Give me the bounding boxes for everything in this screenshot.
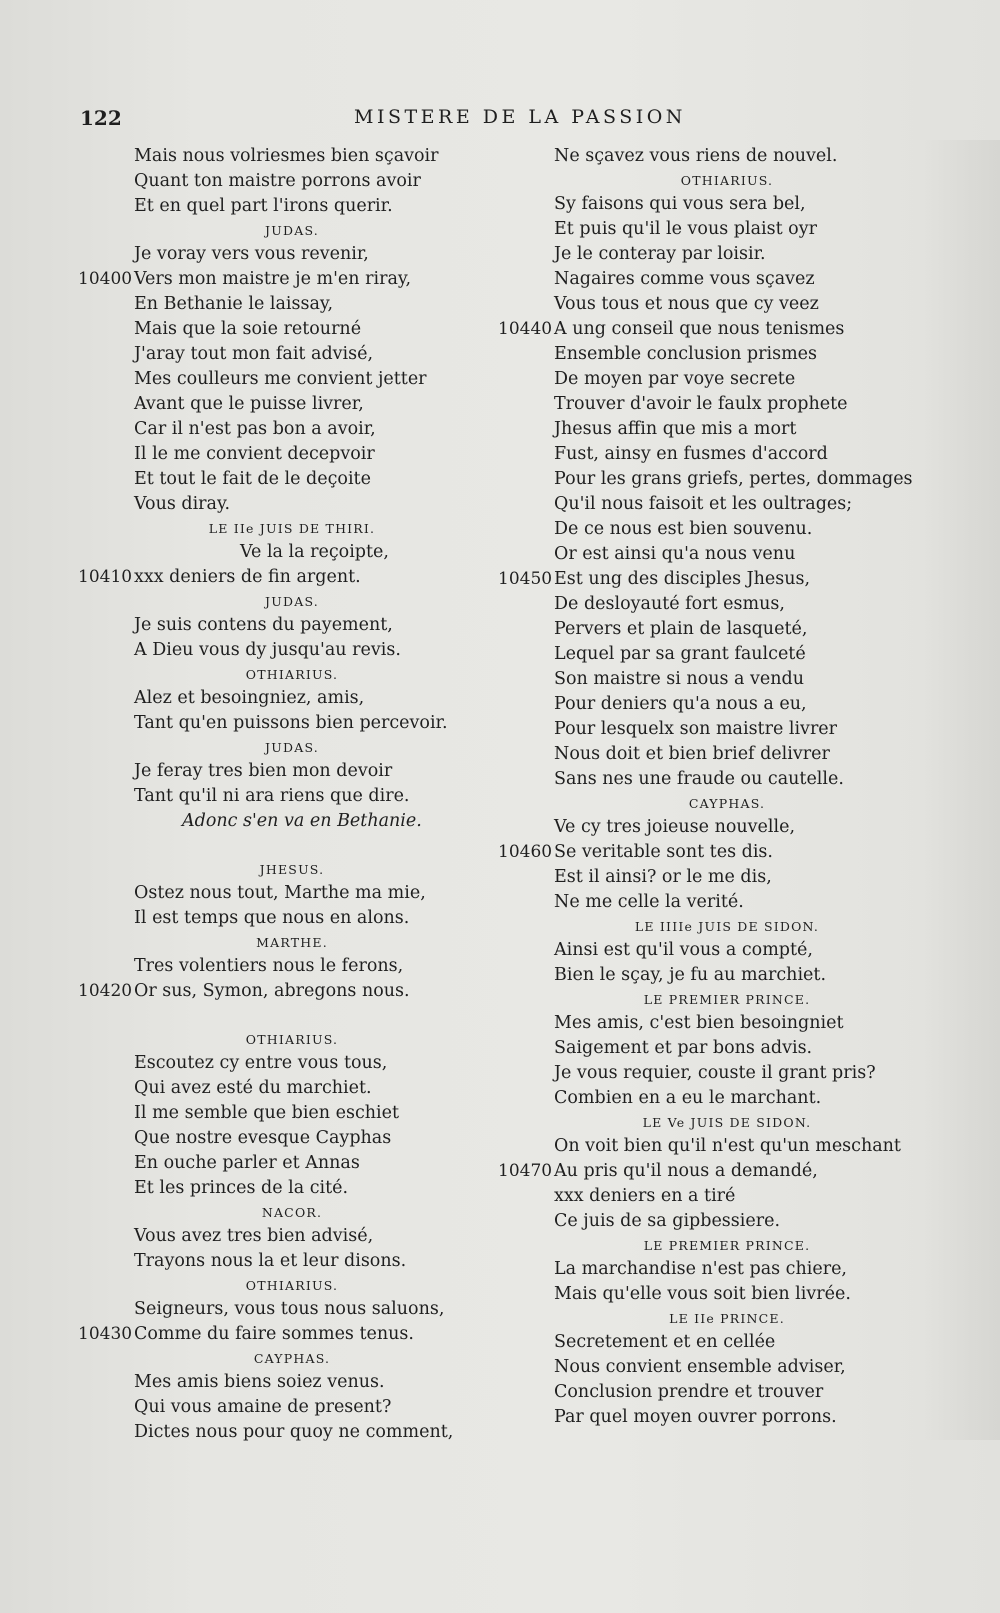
verse-text: Seigneurs, vous tous nous saluons, bbox=[134, 1299, 445, 1319]
verse-text: Jhesus affin que mis a mort bbox=[554, 419, 797, 439]
verse-text: Bien le sçay, je fu au marchiet. bbox=[554, 965, 827, 985]
verse-text: Quant ton maistre porrons avoir bbox=[134, 171, 421, 191]
verse-line bbox=[492, 542, 922, 567]
verse-text: Combien en a eu le marchant. bbox=[554, 1088, 822, 1108]
verse-line-number: 10440 bbox=[498, 319, 553, 339]
verse-text: Tant qu'il ni ara riens que dire. bbox=[134, 786, 410, 806]
verse-line bbox=[492, 692, 922, 717]
verse-text: Ne sçavez vous riens de nouvel. bbox=[554, 146, 838, 166]
verse-text: Fust, ainsy en fusmes d'accord bbox=[554, 444, 828, 464]
verse-line bbox=[492, 1405, 922, 1430]
verse-text: Dictes nous pour quoy ne comment, bbox=[134, 1422, 454, 1442]
verse-text: De ce nous est bien souvenu. bbox=[554, 519, 813, 539]
verse-line bbox=[492, 442, 922, 467]
page-bleed-through bbox=[920, 140, 1000, 1440]
running-head bbox=[0, 106, 1000, 132]
verse-line bbox=[72, 367, 472, 392]
verse-line bbox=[492, 144, 922, 169]
speaker-heading: LE PREMIER PRINCE. bbox=[643, 992, 811, 1007]
speaker-heading: NACOR. bbox=[261, 1205, 323, 1220]
verse-text: En Bethanie le laissay, bbox=[134, 294, 334, 314]
verse-text: Et puis qu'il le vous plaist oyr bbox=[554, 219, 817, 239]
page-number: 122 bbox=[80, 106, 122, 130]
verse-line bbox=[72, 565, 472, 590]
verse-text: Il me semble que bien eschiet bbox=[134, 1103, 400, 1123]
verse-line bbox=[72, 954, 472, 979]
stage-direction: Adonc s'en va en Bethanie. bbox=[182, 811, 422, 831]
verse-line bbox=[492, 1257, 922, 1282]
verse-text: Mais qu'elle vous soit bien livrée. bbox=[554, 1284, 851, 1304]
verse-line bbox=[72, 242, 472, 267]
verse-text: J'aray tout mon fait advisé, bbox=[134, 344, 374, 364]
verse-text: Vous avez tres bien advisé, bbox=[134, 1226, 374, 1246]
speaker-heading: JUDAS. bbox=[265, 223, 319, 238]
verse-text: De moyen par voye secrete bbox=[554, 369, 796, 389]
verse-text: Je suis contens du payement, bbox=[134, 615, 393, 635]
verse-text: Qui avez esté du marchiet. bbox=[134, 1078, 372, 1098]
verse-text: Que nostre evesque Cayphas bbox=[134, 1128, 392, 1148]
verse-line bbox=[492, 517, 922, 542]
verse-text: Ostez nous tout, Marthe ma mie, bbox=[134, 883, 426, 903]
speaker-heading: OTHIARIUS. bbox=[680, 173, 774, 188]
verse-text: Comme du faire sommes tenus. bbox=[134, 1324, 414, 1344]
verse-text: Pour lesquelx son maistre livrer bbox=[554, 719, 838, 739]
stanza-gap bbox=[72, 1004, 472, 1028]
verse-line bbox=[72, 1249, 472, 1274]
verse-line bbox=[72, 442, 472, 467]
verse-line bbox=[72, 1395, 472, 1420]
verse-text: Pour les grans griefs, pertes, dommages bbox=[554, 469, 913, 489]
verse-line bbox=[492, 367, 922, 392]
verse-line-number: 10410 bbox=[78, 567, 133, 587]
verse-line bbox=[72, 759, 472, 784]
verse-line bbox=[72, 1420, 472, 1445]
verse-text: Son maistre si nous a vendu bbox=[554, 669, 805, 689]
verse-text: Car il n'est pas bon a avoir, bbox=[134, 419, 376, 439]
verse-text: Ensemble conclusion prismes bbox=[554, 344, 817, 364]
verse-text: Sans nes une fraude ou cautelle. bbox=[554, 769, 844, 789]
verse-text: Nous doit et bien brief delivrer bbox=[554, 744, 830, 764]
verse-line bbox=[72, 1297, 472, 1322]
verse-text: Pervers et plain de lasqueté, bbox=[554, 619, 808, 639]
verse-text: Mes amis, c'est bien besoingniet bbox=[554, 1013, 844, 1033]
speaker-heading: CAYPHAS. bbox=[688, 796, 766, 811]
verse-text: Trayons nous la et leur disons. bbox=[134, 1251, 407, 1271]
speaker-heading: LE IIe PRINCE. bbox=[669, 1311, 785, 1326]
verse-line bbox=[492, 342, 922, 367]
verse-text: Vous tous et nous que cy veez bbox=[554, 294, 819, 314]
verse-line bbox=[492, 1330, 922, 1355]
verse-line bbox=[72, 1151, 472, 1176]
verse-text: Pour deniers qu'a nous a eu, bbox=[554, 694, 807, 714]
verse-text: Secretement et en cellée bbox=[554, 1332, 776, 1352]
verse-text: Ve la la reçoipte, bbox=[240, 542, 389, 562]
speaker-heading: JHESUS. bbox=[259, 862, 325, 877]
verse-line bbox=[492, 417, 922, 442]
verse-line bbox=[492, 192, 922, 217]
verse-text: Alez et besoingniez, amis, bbox=[134, 688, 365, 708]
verse-line bbox=[492, 1036, 922, 1061]
verse-line bbox=[72, 267, 472, 292]
verse-text: Escoutez cy entre vous tous, bbox=[134, 1053, 388, 1073]
verse-line bbox=[72, 613, 472, 638]
verse-text: On voit bien qu'il n'est qu'un meschant bbox=[554, 1136, 901, 1156]
verse-text: Avant que le puisse livrer, bbox=[134, 394, 364, 414]
verse-text: A Dieu vous dy jusqu'au revis. bbox=[134, 640, 401, 660]
verse-line bbox=[492, 567, 922, 592]
verse-line bbox=[72, 169, 472, 194]
verse-line bbox=[72, 1370, 472, 1395]
verse-text: La marchandise n'est pas chiere, bbox=[554, 1259, 847, 1279]
verse-line bbox=[492, 1061, 922, 1086]
verse-line bbox=[72, 1101, 472, 1126]
verse-text: Par quel moyen ouvrer porrons. bbox=[554, 1407, 837, 1427]
verse-line bbox=[72, 638, 472, 663]
verse-line-number: 10470 bbox=[498, 1161, 553, 1181]
verse-text: Au pris qu'il nous a demandé, bbox=[554, 1161, 818, 1181]
speaker-heading: OTHIARIUS. bbox=[245, 667, 339, 682]
verse-line bbox=[492, 242, 922, 267]
verse-text: Conclusion prendre et trouver bbox=[554, 1382, 824, 1402]
verse-line bbox=[72, 1176, 472, 1201]
verse-line bbox=[72, 144, 472, 169]
verse-line bbox=[492, 492, 922, 517]
verse-text: Qu'il nous faisoit et les oultrages; bbox=[554, 494, 853, 514]
verse-text: Ve cy tres joieuse nouvelle, bbox=[554, 817, 796, 837]
verse-line bbox=[492, 1086, 922, 1111]
verse-line-number: 10420 bbox=[78, 981, 133, 1001]
verse-text: Nagaires comme vous sçavez bbox=[554, 269, 815, 289]
verse-text: Tant qu'en puissons bien percevoir. bbox=[134, 713, 448, 733]
verse-line-number: 10460 bbox=[498, 842, 553, 862]
verse-text: Se veritable sont tes dis. bbox=[554, 842, 773, 862]
verse-line bbox=[72, 1224, 472, 1249]
verse-line bbox=[492, 392, 922, 417]
speaker-heading: MARTHE. bbox=[256, 935, 328, 950]
verse-text: Je voray vers vous revenir, bbox=[134, 244, 369, 264]
verse-line bbox=[492, 963, 922, 988]
verse-line-number: 10430 bbox=[78, 1324, 133, 1344]
verse-line bbox=[492, 292, 922, 317]
verse-line bbox=[492, 767, 922, 792]
verse-line bbox=[492, 865, 922, 890]
verse-line bbox=[492, 890, 922, 915]
speaker-heading: JUDAS. bbox=[265, 740, 319, 755]
right-verse-column bbox=[492, 144, 922, 1430]
verse-text: Et les princes de la cité. bbox=[134, 1178, 349, 1198]
verse-text: Tres volentiers nous le ferons, bbox=[134, 956, 404, 976]
verse-text: Mais que la soie retourné bbox=[134, 319, 362, 339]
verse-line bbox=[72, 392, 472, 417]
verse-text: Ainsi est qu'il vous a compté, bbox=[554, 940, 813, 960]
verse-line bbox=[72, 1322, 472, 1347]
verse-text: Je feray tres bien mon devoir bbox=[134, 761, 393, 781]
verse-line bbox=[72, 1076, 472, 1101]
verse-line-number: 10450 bbox=[498, 569, 553, 589]
verse-line bbox=[72, 1126, 472, 1151]
verse-line bbox=[492, 742, 922, 767]
speaker-heading: CAYPHAS. bbox=[253, 1351, 331, 1366]
verse-line bbox=[492, 317, 922, 342]
verse-text: Mes amis biens soiez venus. bbox=[134, 1372, 385, 1392]
verse-line bbox=[492, 667, 922, 692]
verse-line-number: 10400 bbox=[78, 269, 133, 289]
verse-text: xxx deniers de fin argent. bbox=[134, 567, 361, 587]
verse-text: xxx deniers en a tiré bbox=[554, 1186, 736, 1206]
speaker-heading: OTHIARIUS. bbox=[245, 1032, 339, 1047]
verse-line bbox=[492, 938, 922, 963]
stanza-gap bbox=[72, 834, 472, 858]
verse-text: Je le conteray par loisir. bbox=[554, 244, 766, 264]
verse-text: Mes coulleurs me convient jetter bbox=[134, 369, 427, 389]
verse-line bbox=[72, 342, 472, 367]
verse-line bbox=[492, 1184, 922, 1209]
verse-line bbox=[72, 979, 472, 1004]
speaker-heading: LE IIIIe JUIS DE SIDON. bbox=[634, 919, 820, 934]
verse-line bbox=[72, 492, 472, 517]
speaker-heading: JUDAS. bbox=[265, 594, 319, 609]
verse-text: Vers mon maistre je m'en riray, bbox=[134, 269, 412, 289]
verse-line bbox=[72, 686, 472, 711]
speaker-heading: OTHIARIUS. bbox=[245, 1278, 339, 1293]
verse-text: Il le me convient decepvoir bbox=[134, 444, 375, 464]
verse-line bbox=[492, 617, 922, 642]
verse-text: Mais nous volriesmes bien sçavoir bbox=[134, 146, 439, 166]
verse-line bbox=[492, 592, 922, 617]
verse-line bbox=[492, 1380, 922, 1405]
verse-text: Nous convient ensemble adviser, bbox=[554, 1357, 846, 1377]
verse-line bbox=[492, 1159, 922, 1184]
verse-text: Sy faisons qui vous sera bel, bbox=[554, 194, 806, 214]
verse-line bbox=[72, 711, 472, 736]
verse-line bbox=[72, 906, 472, 931]
verse-text: Ce juis de sa gipbessiere. bbox=[554, 1211, 781, 1231]
verse-line bbox=[492, 1209, 922, 1234]
verse-line bbox=[72, 1051, 472, 1076]
verse-text: En ouche parler et Annas bbox=[134, 1153, 360, 1173]
verse-line bbox=[492, 217, 922, 242]
verse-line bbox=[72, 467, 472, 492]
verse-text: Lequel par sa grant faulceté bbox=[554, 644, 806, 664]
verse-line bbox=[492, 1355, 922, 1380]
verse-text: Et en quel part l'irons querir. bbox=[134, 196, 393, 216]
verse-line bbox=[492, 642, 922, 667]
verse-text: Qui vous amaine de present? bbox=[134, 1397, 392, 1417]
verse-line bbox=[72, 881, 472, 906]
verse-line bbox=[492, 467, 922, 492]
verse-line bbox=[492, 1134, 922, 1159]
verse-text: Vous diray. bbox=[134, 494, 231, 514]
verse-text: Or est ainsi qu'a nous venu bbox=[554, 544, 796, 564]
verse-text: A ung conseil que nous tenismes bbox=[554, 319, 845, 339]
verse-line bbox=[492, 1282, 922, 1307]
left-verse-column bbox=[72, 144, 472, 1445]
verse-text: Or sus, Symon, abregons nous. bbox=[134, 981, 410, 1001]
verse-line bbox=[72, 194, 472, 219]
running-title: MISTERE DE LA PASSION bbox=[354, 106, 686, 128]
speaker-heading: LE Ve JUIS DE SIDON. bbox=[642, 1115, 812, 1130]
verse-line bbox=[72, 292, 472, 317]
verse-text: Est ung des disciples Jhesus, bbox=[554, 569, 811, 589]
verse-line bbox=[72, 784, 472, 809]
verse-line bbox=[492, 815, 922, 840]
verse-text: Est il ainsi? or le me dis, bbox=[554, 867, 772, 887]
speaker-heading: LE IIe JUIS DE THIRI. bbox=[208, 521, 376, 536]
speaker-heading: LE PREMIER PRINCE. bbox=[643, 1238, 811, 1253]
verse-text: Trouver d'avoir le faulx prophete bbox=[554, 394, 848, 414]
verse-text: Et tout le fait de le deçoite bbox=[134, 469, 371, 489]
verse-text: Saigement et par bons advis. bbox=[554, 1038, 813, 1058]
verse-text: Ne me celle la verité. bbox=[554, 892, 744, 912]
verse-text: De desloyauté fort esmus, bbox=[554, 594, 785, 614]
verse-line bbox=[492, 840, 922, 865]
verse-line bbox=[72, 317, 472, 342]
verse-text: Je vous requier, couste il grant pris? bbox=[554, 1063, 876, 1083]
verse-line bbox=[492, 1011, 922, 1036]
verse-line bbox=[72, 540, 472, 565]
verse-line bbox=[492, 267, 922, 292]
verse-line bbox=[492, 717, 922, 742]
verse-line bbox=[72, 417, 472, 442]
verse-text: Il est temps que nous en alons. bbox=[134, 908, 410, 928]
